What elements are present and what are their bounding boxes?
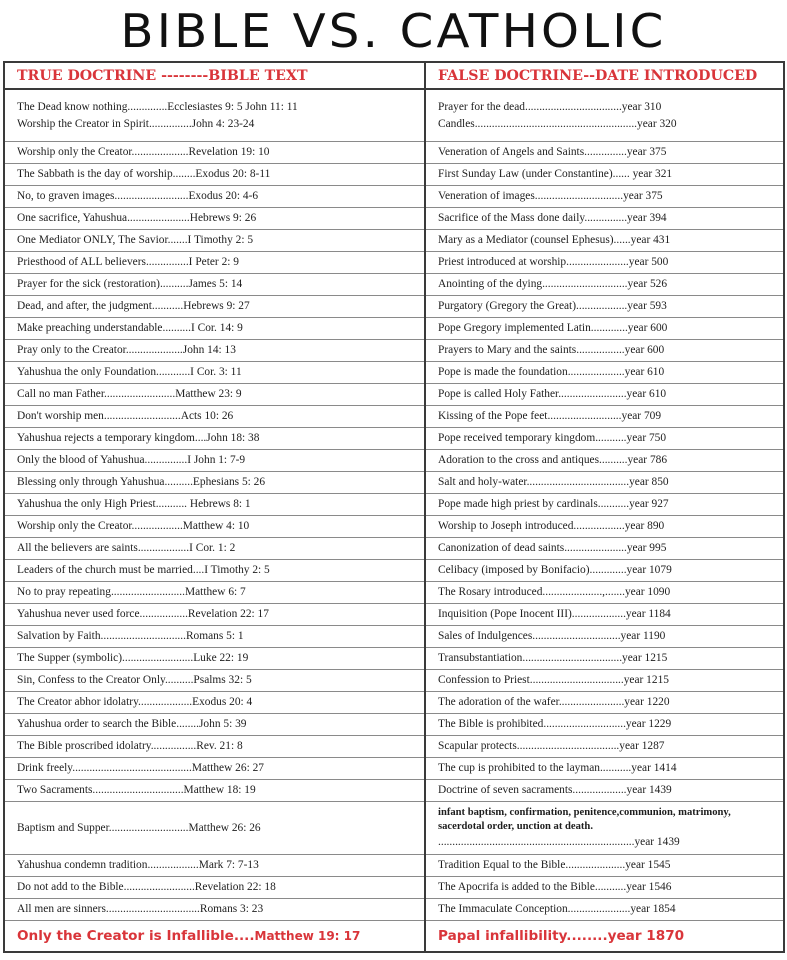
false-doctrine-row <box>426 855 783 877</box>
false-doctrine-row <box>426 780 783 802</box>
false-doctrine-row <box>426 626 783 648</box>
true-doctrine-footer <box>5 921 424 951</box>
row-text: .....................................................................year 1439 <box>438 835 680 848</box>
true-doctrine-row <box>5 780 424 802</box>
false-doctrine-row <box>426 877 783 899</box>
row-text: Dead, and after, the judgment...........Hebrews 9: 27 <box>17 300 250 313</box>
false-doctrine-header: FALSE DOCTRINE--DATE INTRODUCED <box>426 63 783 90</box>
row-text: Yahushua condemn tradition..................Mark 7: 7-13 <box>17 858 259 871</box>
row-text: The Rosary introduced.....................,.......year 1090 <box>438 586 671 599</box>
false-doctrine-row <box>426 252 783 274</box>
true-doctrine-row <box>5 252 424 274</box>
row-text: Don't worship men...........................Acts 10: 26 <box>17 410 234 423</box>
false-doctrine-row <box>426 362 783 384</box>
false-doctrine-row <box>426 802 783 854</box>
true-doctrine-row <box>5 296 424 318</box>
row-text: All men are sinners.................................Romans 3: 23 <box>17 902 264 915</box>
true-doctrine-row <box>5 582 424 604</box>
true-doctrine-row <box>5 90 424 142</box>
false-doctrine-row <box>426 450 783 472</box>
row-text: Baptism and Supper............................Matthew 26: 26 <box>17 821 261 834</box>
row-text: Confession to Priest.................................year 1215 <box>438 674 669 687</box>
row-text: Leaders of the church must be married....I Timothy 2: 5 <box>17 564 270 577</box>
true-doctrine-row <box>5 855 424 877</box>
row-text: Worship to Joseph introduced..................year 890 <box>438 520 665 533</box>
true-doctrine-row <box>5 714 424 736</box>
row-text: Make preaching understandable..........I Cor. 14: 9 <box>17 322 243 335</box>
row-text: The Sabbath is the day of worship........Exodus 20: 8-11 <box>17 168 271 181</box>
row-text: Only the blood of Yahushua...............I John 1: 7-9 <box>17 454 246 467</box>
row-text: Scapular protects....................................year 1287 <box>438 740 665 753</box>
false-doctrine-row <box>426 406 783 428</box>
row-text: Anointing of the dying..............................year 526 <box>438 278 668 291</box>
true-doctrine-row <box>5 877 424 899</box>
true-doctrine-row <box>5 494 424 516</box>
row-text: The cup is prohibited to the layman...........year 1414 <box>438 762 677 775</box>
true-doctrine-row <box>5 318 424 340</box>
false-doctrine-footer: Papal infallibility........year 1870 <box>438 928 685 944</box>
false-doctrine-row <box>426 186 783 208</box>
row-text: Kissing of the Pope feet..........................year 709 <box>438 410 662 423</box>
false-doctrine-row <box>426 384 783 406</box>
row-text: Yahushua the only High Priest........... Hebrews 8: 1 <box>17 498 251 511</box>
true-doctrine-row <box>5 186 424 208</box>
row-text: Drink freely..........................................Matthew 26: 27 <box>17 762 264 775</box>
row-text: The Supper (symbolic).........................Luke 22: 19 <box>17 652 249 665</box>
row-text: The adoration of the wafer.......................year 1220 <box>438 696 670 709</box>
doctrine-table <box>3 61 785 953</box>
row-text: Worship only the Creator..................Matthew 4: 10 <box>17 520 250 533</box>
true-doctrine-row <box>5 208 424 230</box>
row-text: One sacrifice, Yahushua......................Hebrews 9: 26 <box>17 212 257 225</box>
row-text: Prayer for the sick (restoration)..........James 5: 14 <box>17 278 243 291</box>
true-doctrine-rows <box>5 90 424 921</box>
row-text: The Immaculate Conception......................year 1854 <box>438 902 676 915</box>
row-text: Pope Gregory implemented Latin.............year 600 <box>438 322 668 335</box>
page-title: BIBLE VS. CATHOLIC <box>120 4 667 58</box>
true-doctrine-row <box>5 736 424 758</box>
row-text: All the believers are saints..................I Cor. 1: 2 <box>17 542 236 555</box>
true-doctrine-row <box>5 538 424 560</box>
false-doctrine-row <box>426 516 783 538</box>
true-doctrine-row <box>5 802 424 854</box>
true-doctrine-row <box>5 692 424 714</box>
row-text: Pope is called Holy Father........................year 610 <box>438 388 667 401</box>
false-doctrine-row <box>426 560 783 582</box>
true-doctrine-row <box>5 230 424 252</box>
true-doctrine-footer-text: Only the Creator is Infallible.... <box>17 928 255 944</box>
row-text: No, to graven images..........................Exodus 20: 4-6 <box>17 190 259 203</box>
false-doctrine-row <box>426 648 783 670</box>
true-doctrine-row <box>5 516 424 538</box>
row-text: Worship only the Creator....................Revelation 19: 10 <box>17 146 270 159</box>
row-text: Yahushua order to search the Bible........John 5: 39 <box>17 718 247 731</box>
true-doctrine-row <box>5 428 424 450</box>
row-text: Veneration of images...............................year 375 <box>438 190 663 203</box>
row-text: Pray only to the Creator....................John 14: 13 <box>17 344 236 357</box>
row-text: First Sunday Law (under Constantine)...... year 321 <box>438 168 673 181</box>
true-doctrine-row <box>5 406 424 428</box>
row-text: Prayers to Mary and the saints.................year 600 <box>438 344 665 357</box>
true-doctrine-row <box>5 472 424 494</box>
false-doctrine-column <box>426 63 783 951</box>
row-text: Tradition Equal to the Bible.....................year 1545 <box>438 858 671 871</box>
false-doctrine-row <box>426 472 783 494</box>
false-doctrine-row <box>426 758 783 780</box>
row-text: The Creator abhor idolatry...................Exodus 20: 4 <box>17 696 253 709</box>
true-doctrine-row <box>5 758 424 780</box>
row-text: Blessing only through Yahushua..........Ephesians 5: 26 <box>17 476 266 489</box>
row-text: Adoration to the cross and antiques..........year 786 <box>438 454 668 467</box>
row-text: The Dead know nothing..............Ecclesiastes 9: 5 John 11: 11 <box>17 100 298 113</box>
false-doctrine-row <box>426 538 783 560</box>
false-doctrine-row <box>426 714 783 736</box>
row-text: Pope made high priest by cardinals...........year 927 <box>438 498 669 511</box>
false-doctrine-row <box>426 670 783 692</box>
true-doctrine-row <box>5 560 424 582</box>
false-doctrine-row <box>426 296 783 318</box>
row-text: Transubstantiation...................................year 1215 <box>438 652 668 665</box>
row-text: Yahushua rejects a temporary kingdom....John 18: 38 <box>17 432 260 445</box>
true-doctrine-row <box>5 648 424 670</box>
true-doctrine-column <box>5 63 426 951</box>
row-text: Call no man Father.........................Matthew 23: 9 <box>17 388 242 401</box>
row-text: Two Sacraments................................Matthew 18: 19 <box>17 784 256 797</box>
row-text: Pope received temporary kingdom...........year 750 <box>438 432 667 445</box>
row-text: Sales of Indulgences...............................year 1190 <box>438 630 666 643</box>
false-doctrine-row <box>426 164 783 186</box>
row-text: Priest introduced at worship......................year 500 <box>438 256 669 269</box>
true-doctrine-row <box>5 626 424 648</box>
false-doctrine-row <box>426 230 783 252</box>
row-text: The Bible proscribed idolatry................Rev. 21: 8 <box>17 740 243 753</box>
row-text: Sacrifice of the Mass done daily...............year 394 <box>438 212 667 225</box>
row-text: Salt and holy-water....................................year 850 <box>438 476 669 489</box>
false-doctrine-row <box>426 736 783 758</box>
false-doctrine-row <box>426 494 783 516</box>
row-text: One Mediator ONLY, The Savior.......I Timothy 2: 5 <box>17 234 254 247</box>
row-text: Prayer for the dead..................................year 310 <box>438 100 662 113</box>
true-doctrine-row <box>5 384 424 406</box>
false-doctrine-row <box>426 899 783 921</box>
false-doctrine-row <box>426 142 783 164</box>
true-doctrine-row <box>5 450 424 472</box>
row-text: Candles.........................................................year 320 <box>438 117 677 130</box>
false-doctrine-row <box>426 692 783 714</box>
row-text: Do not add to the Bible.........................Revelation 22: 18 <box>17 880 276 893</box>
row-text: Sin, Confess to the Creator Only..........Psalms 32: 5 <box>17 674 252 687</box>
row-text: No to pray repeating..........................Matthew 6: 7 <box>17 586 246 599</box>
row-text: Salvation by Faith..............................Romans 5: 1 <box>17 630 244 643</box>
true-doctrine-row <box>5 164 424 186</box>
true-doctrine-row <box>5 142 424 164</box>
true-doctrine-row <box>5 362 424 384</box>
row-text: Purgatory (Gregory the Great)..................year 593 <box>438 300 667 313</box>
row-text: Doctrine of seven sacraments...................year 1439 <box>438 784 672 797</box>
row-text: Canonization of dead saints......................year 995 <box>438 542 667 555</box>
false-doctrine-row <box>426 428 783 450</box>
false-doctrine-row <box>426 340 783 362</box>
false-doctrine-row <box>426 318 783 340</box>
true-doctrine-footer-ref: Matthew 19: 17 <box>254 929 361 943</box>
false-doctrine-rows <box>426 90 783 921</box>
true-doctrine-row <box>5 670 424 692</box>
true-doctrine-row <box>5 604 424 626</box>
true-doctrine-row <box>5 340 424 362</box>
row-text: Celibacy (imposed by Bonifacio).............year 1079 <box>438 564 672 577</box>
row-text: Priesthood of ALL believers...............I Peter 2: 9 <box>17 256 239 269</box>
row-text: Veneration of Angels and Saints...............year 375 <box>438 146 667 159</box>
false-doctrine-row <box>426 604 783 626</box>
false-doctrine-row <box>426 208 783 230</box>
false-doctrine-row <box>426 274 783 296</box>
row-text: Yahushua never used force.................Revelation 22: 17 <box>17 608 269 621</box>
row-text: Worship the Creator in Spirit...............John 4: 23-24 <box>17 117 255 130</box>
false-doctrine-row <box>426 90 783 142</box>
row-text: Yahushua the only Foundation............I Cor. 3: 11 <box>17 366 242 379</box>
row-text: The Apocrifa is added to the Bible...........year 1546 <box>438 880 672 893</box>
row-text: Pope is made the foundation....................year 610 <box>438 366 665 379</box>
false-doctrine-row <box>426 582 783 604</box>
true-doctrine-row <box>5 899 424 921</box>
row-text: Inquisition (Pope Inocent III)...................year 1184 <box>438 608 671 621</box>
row-text: The Bible is prohibited.............................year 1229 <box>438 718 672 731</box>
row-text: Mary as a Mediator (counsel Ephesus)......year 431 <box>438 234 671 247</box>
true-doctrine-row <box>5 274 424 296</box>
sacraments-list: infant baptism, confirmation, penitence,communion, matrimony, sacerdotal order, unction at death. <box>438 806 731 832</box>
true-doctrine-header: TRUE DOCTRINE --------BIBLE TEXT <box>5 63 424 90</box>
